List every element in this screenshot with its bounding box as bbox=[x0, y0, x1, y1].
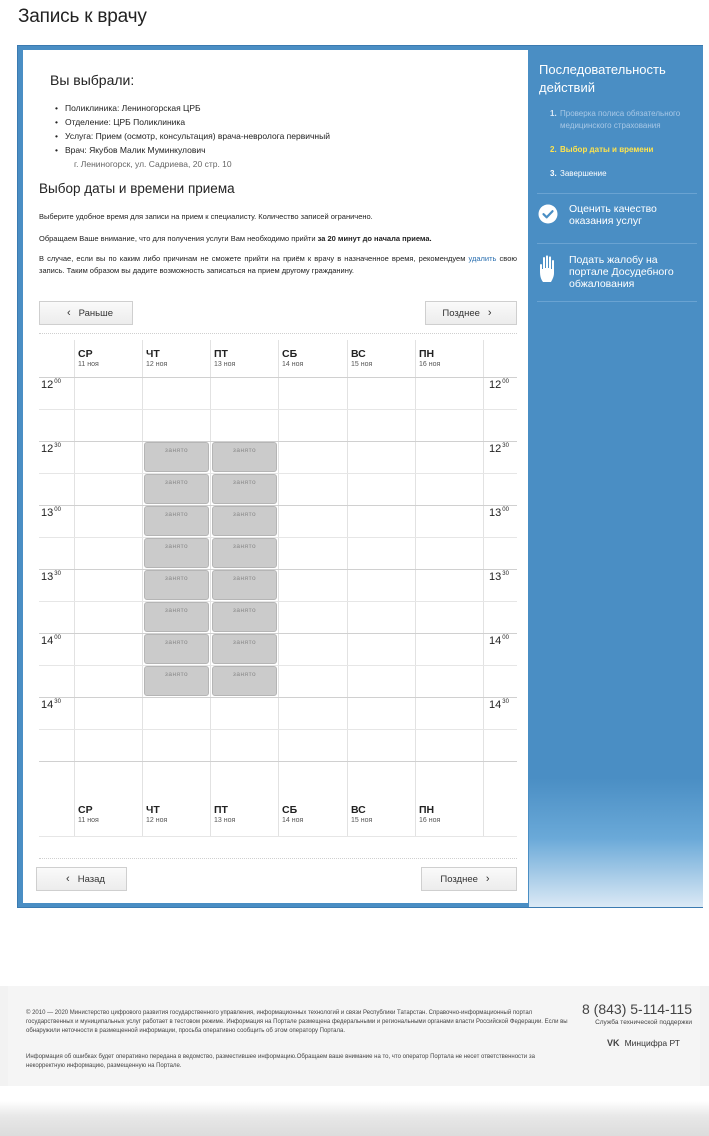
day-footer bbox=[214, 804, 235, 838]
chosen-list bbox=[53, 101, 330, 171]
brand-label: Минцифра РТ bbox=[624, 1038, 680, 1048]
time-minute: 00 bbox=[502, 507, 509, 513]
chosen-title: Вы выбрали: bbox=[50, 72, 135, 88]
step-item bbox=[550, 168, 700, 180]
day-name: СР bbox=[78, 348, 93, 360]
grid-row-line bbox=[39, 473, 517, 474]
main-frame bbox=[17, 45, 703, 908]
busy-slot: занято bbox=[212, 506, 277, 536]
info-paragraph-3 bbox=[39, 253, 517, 277]
hand-icon bbox=[537, 254, 559, 284]
sidebar bbox=[529, 46, 703, 907]
info-text: Обращаем Ваше внимание, что для получения услуги Вам необходимо прийти bbox=[39, 234, 318, 243]
time-hour: 12 bbox=[489, 379, 502, 391]
time-minute: 00 bbox=[502, 635, 509, 641]
busy-slot: занято bbox=[212, 666, 277, 696]
day-name: ПН bbox=[419, 804, 435, 816]
day-name: ВС bbox=[351, 348, 366, 360]
complaint-link[interactable] bbox=[537, 254, 697, 290]
grid-row-line bbox=[39, 409, 517, 410]
check-circle-icon bbox=[537, 203, 559, 225]
info-paragraph-2 bbox=[39, 233, 517, 245]
info-text: В случае, если вы по каким либо причинам не сможете прийти на приём к врачу в назначенное время, рекомендуем bbox=[39, 254, 469, 263]
day-name: ПН bbox=[419, 348, 435, 360]
day-name: ВС bbox=[351, 804, 366, 816]
time-minute: 30 bbox=[502, 699, 509, 705]
day-footer bbox=[351, 804, 372, 838]
step-label: Проверка полиса обязательного медицинского страхования bbox=[560, 109, 681, 130]
bottom-strip bbox=[0, 1086, 709, 1136]
grid-row-line bbox=[39, 537, 517, 538]
earlier-button[interactable] bbox=[39, 301, 133, 325]
busy-slot: занято bbox=[212, 474, 277, 504]
time-label-right bbox=[489, 379, 509, 391]
rate-quality-link[interactable] bbox=[537, 203, 697, 227]
grid-row-line bbox=[39, 441, 517, 442]
page-title: Запись к врачу bbox=[18, 6, 147, 27]
busy-slot: занято bbox=[212, 442, 277, 472]
vk-logo-icon: VK bbox=[607, 1038, 620, 1048]
day-date: 12 ноя bbox=[146, 817, 168, 824]
footer bbox=[0, 986, 709, 1086]
grid-row-line bbox=[39, 633, 517, 634]
footer-inner bbox=[8, 986, 700, 1086]
time-hour: 12 bbox=[489, 443, 502, 455]
day-name: ЧТ bbox=[146, 348, 160, 360]
info-paragraph-1: Выберите удобное время для записи на прием к специалисту. Количество записей ограничено. bbox=[39, 212, 373, 221]
steps-list bbox=[550, 108, 700, 192]
time-label-right bbox=[489, 507, 509, 519]
grid-row-line bbox=[39, 377, 517, 378]
divider bbox=[39, 333, 517, 334]
time-label-left bbox=[41, 571, 61, 583]
day-name: СБ bbox=[282, 348, 298, 360]
chevron-right-icon: › bbox=[485, 873, 490, 885]
grid-row-line bbox=[39, 569, 517, 570]
chosen-clinic: • Поликлиника: Лениногорская ЦРБ bbox=[53, 101, 330, 115]
busy-slot: занято bbox=[144, 442, 209, 472]
grid-row-line bbox=[39, 665, 517, 666]
time-hour: 13 bbox=[489, 507, 502, 519]
time-minute: 00 bbox=[54, 635, 61, 641]
time-label-right bbox=[489, 443, 509, 455]
grid-row-line bbox=[39, 601, 517, 602]
later-button-bottom[interactable] bbox=[421, 867, 517, 891]
complaint-label: Подать жалобу на портале Досудебного обжалования bbox=[569, 254, 674, 290]
time-label-right bbox=[489, 571, 509, 583]
day-date: 11 ноя bbox=[78, 817, 99, 824]
day-date: 16 ноя bbox=[419, 817, 441, 824]
time-label-left bbox=[41, 443, 61, 455]
sidebar-title: Последовательность действий bbox=[539, 62, 666, 95]
busy-slot: занято bbox=[212, 570, 277, 600]
divider bbox=[39, 858, 517, 859]
chosen-address: г. Лениногорск, ул. Садриева, 20 стр. 10 bbox=[74, 159, 232, 169]
schedule-grid bbox=[39, 340, 517, 840]
time-minute: 30 bbox=[54, 699, 61, 705]
step-label: Выбор даты и времени bbox=[560, 145, 654, 154]
day-footer bbox=[419, 804, 440, 838]
grid-row-line bbox=[39, 697, 517, 698]
day-name: ПТ bbox=[214, 804, 228, 816]
back-button[interactable] bbox=[36, 867, 127, 891]
day-footer bbox=[146, 804, 167, 838]
step-number: 2. bbox=[550, 145, 557, 154]
busy-slot: занято bbox=[144, 570, 209, 600]
time-hour: 13 bbox=[41, 507, 54, 519]
day-date: 14 ноя bbox=[282, 817, 304, 824]
chevron-left-icon: ‹ bbox=[66, 873, 70, 885]
time-hour: 12 bbox=[41, 443, 54, 455]
info-text: свою запись. Таким образом вы дадите возможность записаться на прием другому гражданину. bbox=[39, 254, 517, 275]
day-footer bbox=[282, 804, 303, 838]
brand-link[interactable] bbox=[607, 1038, 680, 1048]
footer-disclaimer: Информация об ошибках будет оперативно передана в ведомство, разместившее информацию.Обращаем ваше внимание на то, что оператор Портала не несет ответственности за некорректную информацию, размещенную на Портале. bbox=[26, 1054, 535, 1069]
time-label-left bbox=[41, 379, 61, 391]
sidebar-divider bbox=[537, 301, 697, 302]
busy-slot: занято bbox=[144, 634, 209, 664]
time-label-left bbox=[41, 699, 61, 711]
later-label: Позднее bbox=[442, 307, 480, 319]
support-phone[interactable]: 8 (843) 5-114-115 bbox=[582, 1001, 692, 1017]
day-name: СБ bbox=[282, 804, 298, 816]
step-number: 3. bbox=[550, 169, 557, 178]
time-minute: 00 bbox=[54, 379, 61, 385]
later-label: Позднее bbox=[440, 873, 478, 885]
footer-copyright: © 2010 — 2020 Министерство цифрового развития государственного управления, информационных технологий и связи Республики Татарстан. Справочно-информационный портал государственных и муниципальных услуг работает в тестовом режиме. Информация на Портале размещена федеральными и региональными органами власти Российской Федерации. Если вы обнаружили неточности в размещенной информации, просьба оперативно сообщить об этом оператору Портала. bbox=[26, 1010, 568, 1034]
day-date: 11 ноя bbox=[78, 361, 99, 368]
chosen-service: • Услуга: Прием (осмотр, консультация) врача-невролога первичный bbox=[53, 129, 330, 143]
time-label-right bbox=[489, 699, 509, 711]
step-label: Завершение bbox=[560, 169, 607, 178]
info-bold-text: за 20 минут до начала приема. bbox=[317, 234, 432, 243]
step-item-active bbox=[550, 144, 700, 156]
time-minute: 00 bbox=[54, 507, 61, 513]
time-hour: 14 bbox=[489, 635, 502, 647]
day-footer bbox=[78, 804, 99, 838]
back-label: Назад bbox=[77, 873, 105, 885]
time-hour: 13 bbox=[41, 571, 54, 583]
day-name: ЧТ bbox=[146, 804, 160, 816]
support-label: Служба технической поддержки bbox=[595, 1019, 692, 1026]
busy-slot: занято bbox=[212, 634, 277, 664]
day-name: СР bbox=[78, 804, 93, 816]
time-minute: 30 bbox=[54, 443, 61, 449]
chosen-department: • Отделение: ЦРБ Поликлиника bbox=[53, 115, 330, 129]
delete-link[interactable]: удалить bbox=[468, 254, 497, 263]
time-label-left bbox=[41, 635, 61, 647]
day-date: 13 ноя bbox=[214, 361, 236, 368]
time-minute: 30 bbox=[502, 571, 509, 577]
busy-slot: занято bbox=[212, 538, 277, 568]
grid-row-line bbox=[39, 729, 517, 730]
sidebar-divider bbox=[537, 193, 697, 194]
grid-row-line bbox=[39, 836, 517, 837]
time-label-right bbox=[489, 635, 509, 647]
grid-row-line bbox=[39, 505, 517, 506]
time-minute: 30 bbox=[54, 571, 61, 577]
sidebar-divider bbox=[537, 243, 697, 244]
earlier-label: Раньше bbox=[78, 307, 114, 319]
chevron-right-icon: › bbox=[487, 307, 492, 319]
busy-slot: занято bbox=[144, 506, 209, 536]
chevron-left-icon: ‹ bbox=[66, 307, 71, 319]
time-label-left bbox=[41, 507, 61, 519]
time-hour: 14 bbox=[41, 635, 54, 647]
later-button[interactable] bbox=[425, 301, 517, 325]
time-hour: 12 bbox=[41, 379, 54, 391]
time-hour: 14 bbox=[41, 699, 54, 711]
time-hour: 14 bbox=[489, 699, 502, 711]
day-name: ПТ bbox=[214, 348, 228, 360]
step-number: 1. bbox=[550, 109, 557, 118]
chosen-doctor: • Врач: Якубов Малик Муминкулович bbox=[53, 143, 330, 157]
day-date: 15 ноя bbox=[351, 361, 373, 368]
time-minute: 30 bbox=[502, 443, 509, 449]
day-date: 13 ноя bbox=[214, 817, 236, 824]
day-date: 14 ноя bbox=[282, 361, 304, 368]
busy-slot: занято bbox=[144, 538, 209, 568]
grid-row-line bbox=[39, 761, 517, 762]
day-date: 16 ноя bbox=[419, 361, 441, 368]
section-title: Выбор даты и времени приема bbox=[39, 181, 235, 196]
time-minute: 00 bbox=[502, 379, 509, 385]
time-hour: 13 bbox=[489, 571, 502, 583]
day-date: 15 ноя bbox=[351, 817, 373, 824]
content-panel bbox=[23, 50, 528, 903]
busy-slot: занято bbox=[144, 666, 209, 696]
step-item bbox=[550, 108, 700, 132]
busy-slot: занято bbox=[144, 474, 209, 504]
rate-quality-label: Оценить качество оказания услуг bbox=[569, 203, 657, 227]
busy-slot: занято bbox=[144, 602, 209, 632]
busy-slot: занято bbox=[212, 602, 277, 632]
day-date: 12 ноя bbox=[146, 361, 168, 368]
